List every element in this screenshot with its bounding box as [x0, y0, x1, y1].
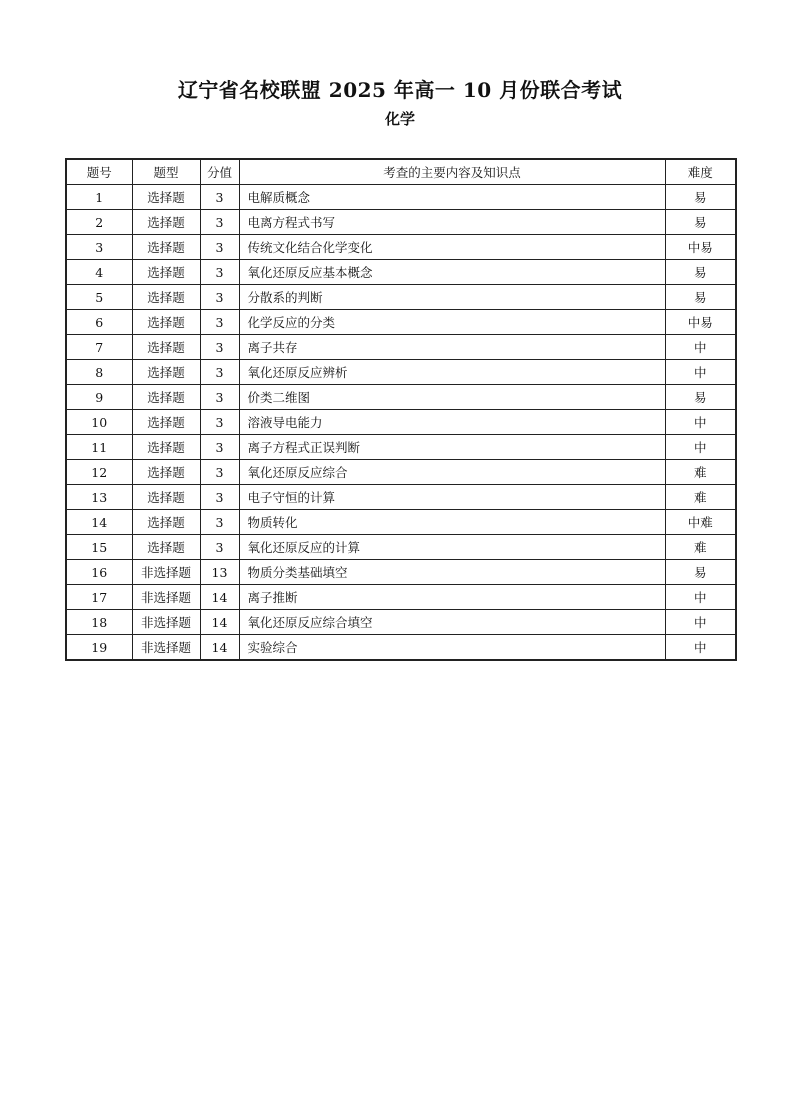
difficulty-cell: 易: [665, 210, 736, 235]
question-number-cell: 16: [66, 560, 132, 585]
table-row: [66, 185, 736, 210]
question-number-cell: 5: [66, 285, 132, 310]
question-type-cell: 选择题: [132, 185, 200, 210]
table-body: [66, 185, 736, 661]
question-type-cell: 非选择题: [132, 560, 200, 585]
question-number-cell: 18: [66, 610, 132, 635]
difficulty-cell: 易: [665, 285, 736, 310]
table-row: [66, 535, 736, 560]
knowledge-point-cell: 化学反应的分类: [239, 310, 665, 335]
knowledge-point-cell: 氧化还原反应辨析: [239, 360, 665, 385]
question-type-cell: 非选择题: [132, 610, 200, 635]
table-header-row: [66, 159, 736, 185]
difficulty-cell: 中易: [665, 310, 736, 335]
knowledge-point-cell: 物质转化: [239, 510, 665, 535]
knowledge-point-cell: 氧化还原反应综合: [239, 460, 665, 485]
score-cell: 14: [200, 585, 239, 610]
score-cell: 3: [200, 410, 239, 435]
score-cell: 3: [200, 210, 239, 235]
question-number-cell: 17: [66, 585, 132, 610]
question-number-cell: 4: [66, 260, 132, 285]
question-number-cell: 19: [66, 635, 132, 661]
score-cell: 3: [200, 535, 239, 560]
table-row: [66, 460, 736, 485]
difficulty-cell: 难: [665, 485, 736, 510]
knowledge-point-cell: 实验综合: [239, 635, 665, 661]
question-type-cell: 非选择题: [132, 585, 200, 610]
score-cell: 3: [200, 185, 239, 210]
table-row: [66, 635, 736, 661]
question-number-cell: 7: [66, 335, 132, 360]
question-type-cell: 选择题: [132, 235, 200, 260]
score-cell: 3: [200, 385, 239, 410]
exam-spec-table: [65, 158, 737, 661]
difficulty-cell: 易: [665, 185, 736, 210]
difficulty-cell: 中: [665, 585, 736, 610]
question-type-cell: 选择题: [132, 210, 200, 235]
score-cell: 14: [200, 635, 239, 661]
difficulty-cell: 中: [665, 360, 736, 385]
score-cell: 3: [200, 285, 239, 310]
score-cell: 3: [200, 485, 239, 510]
column-header-content: 考查的主要内容及知识点: [239, 159, 665, 185]
difficulty-cell: 中: [665, 410, 736, 435]
question-number-cell: 1: [66, 185, 132, 210]
table-row: [66, 360, 736, 385]
score-cell: 3: [200, 360, 239, 385]
question-number-cell: 14: [66, 510, 132, 535]
knowledge-point-cell: 电离方程式书写: [239, 210, 665, 235]
difficulty-cell: 易: [665, 260, 736, 285]
table-row: [66, 485, 736, 510]
knowledge-point-cell: 传统文化结合化学变化: [239, 235, 665, 260]
subject-title: 化学: [384, 110, 415, 128]
question-number-cell: 9: [66, 385, 132, 410]
difficulty-cell: 难: [665, 460, 736, 485]
question-type-cell: 选择题: [132, 485, 200, 510]
difficulty-cell: 中: [665, 335, 736, 360]
question-number-cell: 3: [66, 235, 132, 260]
exam-title: 辽宁省名校联盟 2025 年高一 10 月份联合考试: [177, 78, 623, 102]
question-number-cell: 13: [66, 485, 132, 510]
score-cell: 13: [200, 560, 239, 585]
table-row: [66, 385, 736, 410]
question-number-cell: 8: [66, 360, 132, 385]
question-type-cell: 选择题: [132, 360, 200, 385]
table-row: [66, 210, 736, 235]
score-cell: 3: [200, 310, 239, 335]
question-type-cell: 选择题: [132, 285, 200, 310]
table-row: [66, 585, 736, 610]
knowledge-point-cell: 氧化还原反应基本概念: [239, 260, 665, 285]
difficulty-cell: 中: [665, 610, 736, 635]
knowledge-point-cell: 物质分类基础填空: [239, 560, 665, 585]
score-cell: 14: [200, 610, 239, 635]
column-header-difficulty: 难度: [665, 159, 736, 185]
question-number-cell: 12: [66, 460, 132, 485]
table-row: [66, 260, 736, 285]
score-cell: 3: [200, 460, 239, 485]
difficulty-cell: 易: [665, 385, 736, 410]
question-type-cell: 选择题: [132, 310, 200, 335]
table-row: [66, 285, 736, 310]
difficulty-cell: 中: [665, 635, 736, 661]
question-type-cell: 选择题: [132, 535, 200, 560]
question-type-cell: 非选择题: [132, 635, 200, 661]
knowledge-point-cell: 价类二维图: [239, 385, 665, 410]
table-row: [66, 560, 736, 585]
knowledge-point-cell: 氧化还原反应的计算: [239, 535, 665, 560]
table-row: [66, 610, 736, 635]
question-type-cell: 选择题: [132, 410, 200, 435]
table-row: [66, 410, 736, 435]
question-type-cell: 选择题: [132, 335, 200, 360]
table-row: [66, 235, 736, 260]
column-header-type: 题型: [132, 159, 200, 185]
difficulty-cell: 中难: [665, 510, 736, 535]
knowledge-point-cell: 离子共存: [239, 335, 665, 360]
table-row: [66, 310, 736, 335]
score-cell: 3: [200, 435, 239, 460]
difficulty-cell: 易: [665, 560, 736, 585]
difficulty-cell: 难: [665, 535, 736, 560]
table-row: [66, 335, 736, 360]
question-type-cell: 选择题: [132, 460, 200, 485]
knowledge-point-cell: 电子守恒的计算: [239, 485, 665, 510]
question-number-cell: 11: [66, 435, 132, 460]
knowledge-point-cell: 分散系的判断: [239, 285, 665, 310]
knowledge-point-cell: 氧化还原反应综合填空: [239, 610, 665, 635]
score-cell: 3: [200, 335, 239, 360]
question-type-cell: 选择题: [132, 260, 200, 285]
question-type-cell: 选择题: [132, 435, 200, 460]
question-type-cell: 选择题: [132, 385, 200, 410]
question-number-cell: 15: [66, 535, 132, 560]
score-cell: 3: [200, 510, 239, 535]
question-number-cell: 10: [66, 410, 132, 435]
column-header-number: 题号: [66, 159, 132, 185]
question-type-cell: 选择题: [132, 510, 200, 535]
column-header-score: 分值: [200, 159, 239, 185]
question-number-cell: 2: [66, 210, 132, 235]
score-cell: 3: [200, 260, 239, 285]
score-cell: 3: [200, 235, 239, 260]
question-number-cell: 6: [66, 310, 132, 335]
difficulty-cell: 中易: [665, 235, 736, 260]
knowledge-point-cell: 溶液导电能力: [239, 410, 665, 435]
knowledge-point-cell: 离子推断: [239, 585, 665, 610]
difficulty-cell: 中: [665, 435, 736, 460]
table-row: [66, 510, 736, 535]
table-row: [66, 435, 736, 460]
knowledge-point-cell: 离子方程式正误判断: [239, 435, 665, 460]
knowledge-point-cell: 电解质概念: [239, 185, 665, 210]
